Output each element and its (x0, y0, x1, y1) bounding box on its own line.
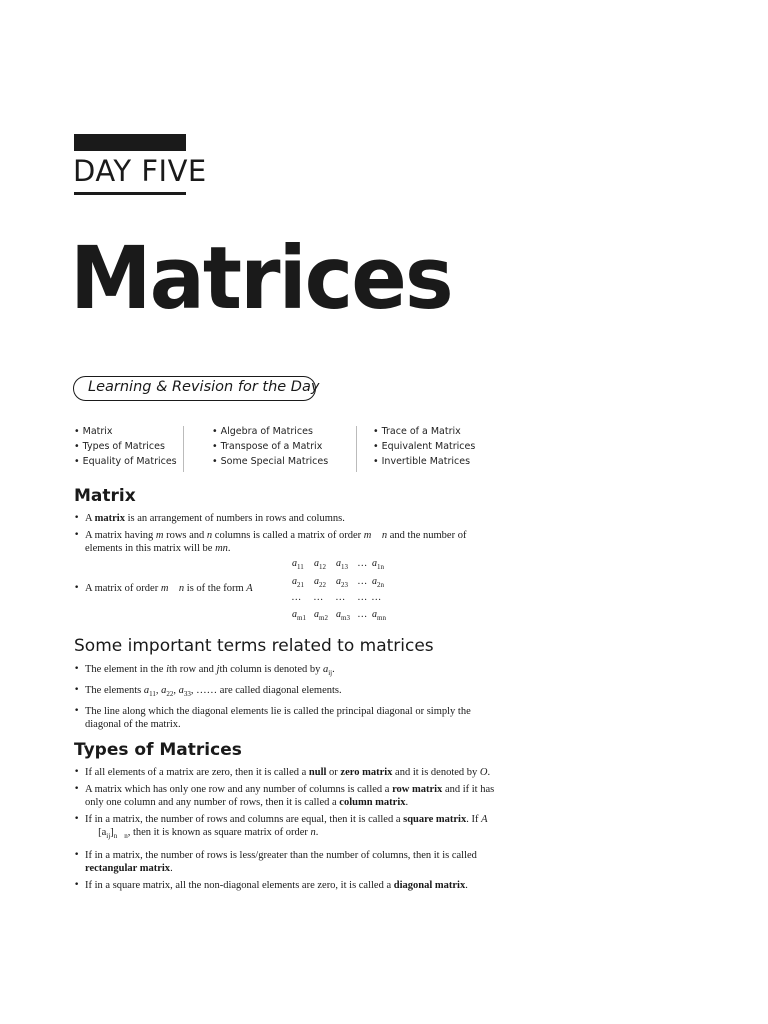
chapter-title: Matrices (70, 229, 452, 330)
section-heading-types: Types of Matrices (74, 740, 242, 760)
bullet-item: • If in a matrix, the number of rows and columns are equal, then it is called a square matrix. If A $[a_{ij}]_{n n}$, then it is known as square matrix of order n. (74, 814, 488, 841)
bullet-item: • If all elements of a matrix are zero, then it is called a null or zero matrix and it is denoted by O. (74, 767, 491, 778)
day-label: DAY FIVE (73, 154, 207, 188)
topics-column-1 (74, 424, 177, 469)
matrix-row: $a_{21}$ $a_{22}$ $a_{23}$ … $a_{2n}$ (292, 576, 384, 589)
matrix-bullets (74, 512, 504, 555)
matrix-row: … … … … … (292, 592, 381, 603)
matrix-form-bullet (74, 582, 294, 595)
topic-item: • Some Special Matrices (212, 456, 329, 467)
day-header-rule (74, 192, 186, 195)
learning-revision-label: Learning & Revision for the Day (88, 379, 320, 395)
bullet-item: • The elements $a_{11}$, $a_{22}$, $a_{33}$, …… are called diagonal elements. (74, 685, 342, 699)
column-divider (183, 426, 184, 472)
bullet-item: • A matrix having m rows and n columns is called a matrix of order m n and the number of elements in this matrix will be mn. (74, 530, 467, 554)
types-bullets (74, 766, 504, 892)
matrix-row: $a_{m1}$ $a_{m2}$ $a_{m3}$ … $a_{mn}$ (292, 609, 386, 622)
day-header-bar (74, 134, 186, 151)
section-heading-matrix: Matrix (74, 486, 136, 506)
topic-item: • Invertible Matrices (373, 456, 471, 467)
topic-item: • Trace of a Matrix (373, 426, 461, 437)
bullet-item: • The line along which the diagonal elements lie is called the principal diagonal or simply the diagonal of the matrix. (74, 706, 471, 731)
topic-item: • Algebra of Matrices (212, 426, 313, 437)
bullet-item: • A matrix which has only one row and any number of columns is called a row matrix and if it has only one column and any number of rows, then it is called a column matrix. (74, 784, 495, 808)
topics-column-2 (212, 424, 328, 469)
bullet-item: • A matrix of order m n is of the form A (74, 583, 253, 594)
bullet-item: • If in a square matrix, all the non-diagonal elements are zero, it is called a diagonal matrix. (74, 880, 468, 892)
bullet-item: • If in a matrix, the number of rows is less/greater than the number of columns, then it is called rectangular matrix. (74, 850, 477, 875)
bullet-item: • The element in the ith row and jth column is denoted by $a_{ij}$. (74, 664, 335, 678)
topic-item: • Transpose of a Matrix (212, 441, 323, 452)
topics-column-3 (373, 424, 475, 469)
column-divider (356, 426, 357, 472)
section-heading-terms: Some important terms related to matrices (74, 636, 434, 656)
topic-item: • Matrix (74, 426, 113, 437)
terms-bullets (74, 663, 504, 731)
learning-revision-box (73, 376, 320, 401)
topics-list (0, 424, 768, 474)
topic-item: • Equality of Matrices (74, 456, 177, 467)
topic-item: • Types of Matrices (74, 441, 165, 452)
bullet-item: • A matrix is an arrangement of numbers in rows and columns. (74, 513, 345, 524)
matrix-row: $a_{11}$ $a_{12}$ $a_{13}$ … $a_{1n}$ (292, 558, 384, 571)
topic-item: • Equivalent Matrices (373, 441, 476, 452)
